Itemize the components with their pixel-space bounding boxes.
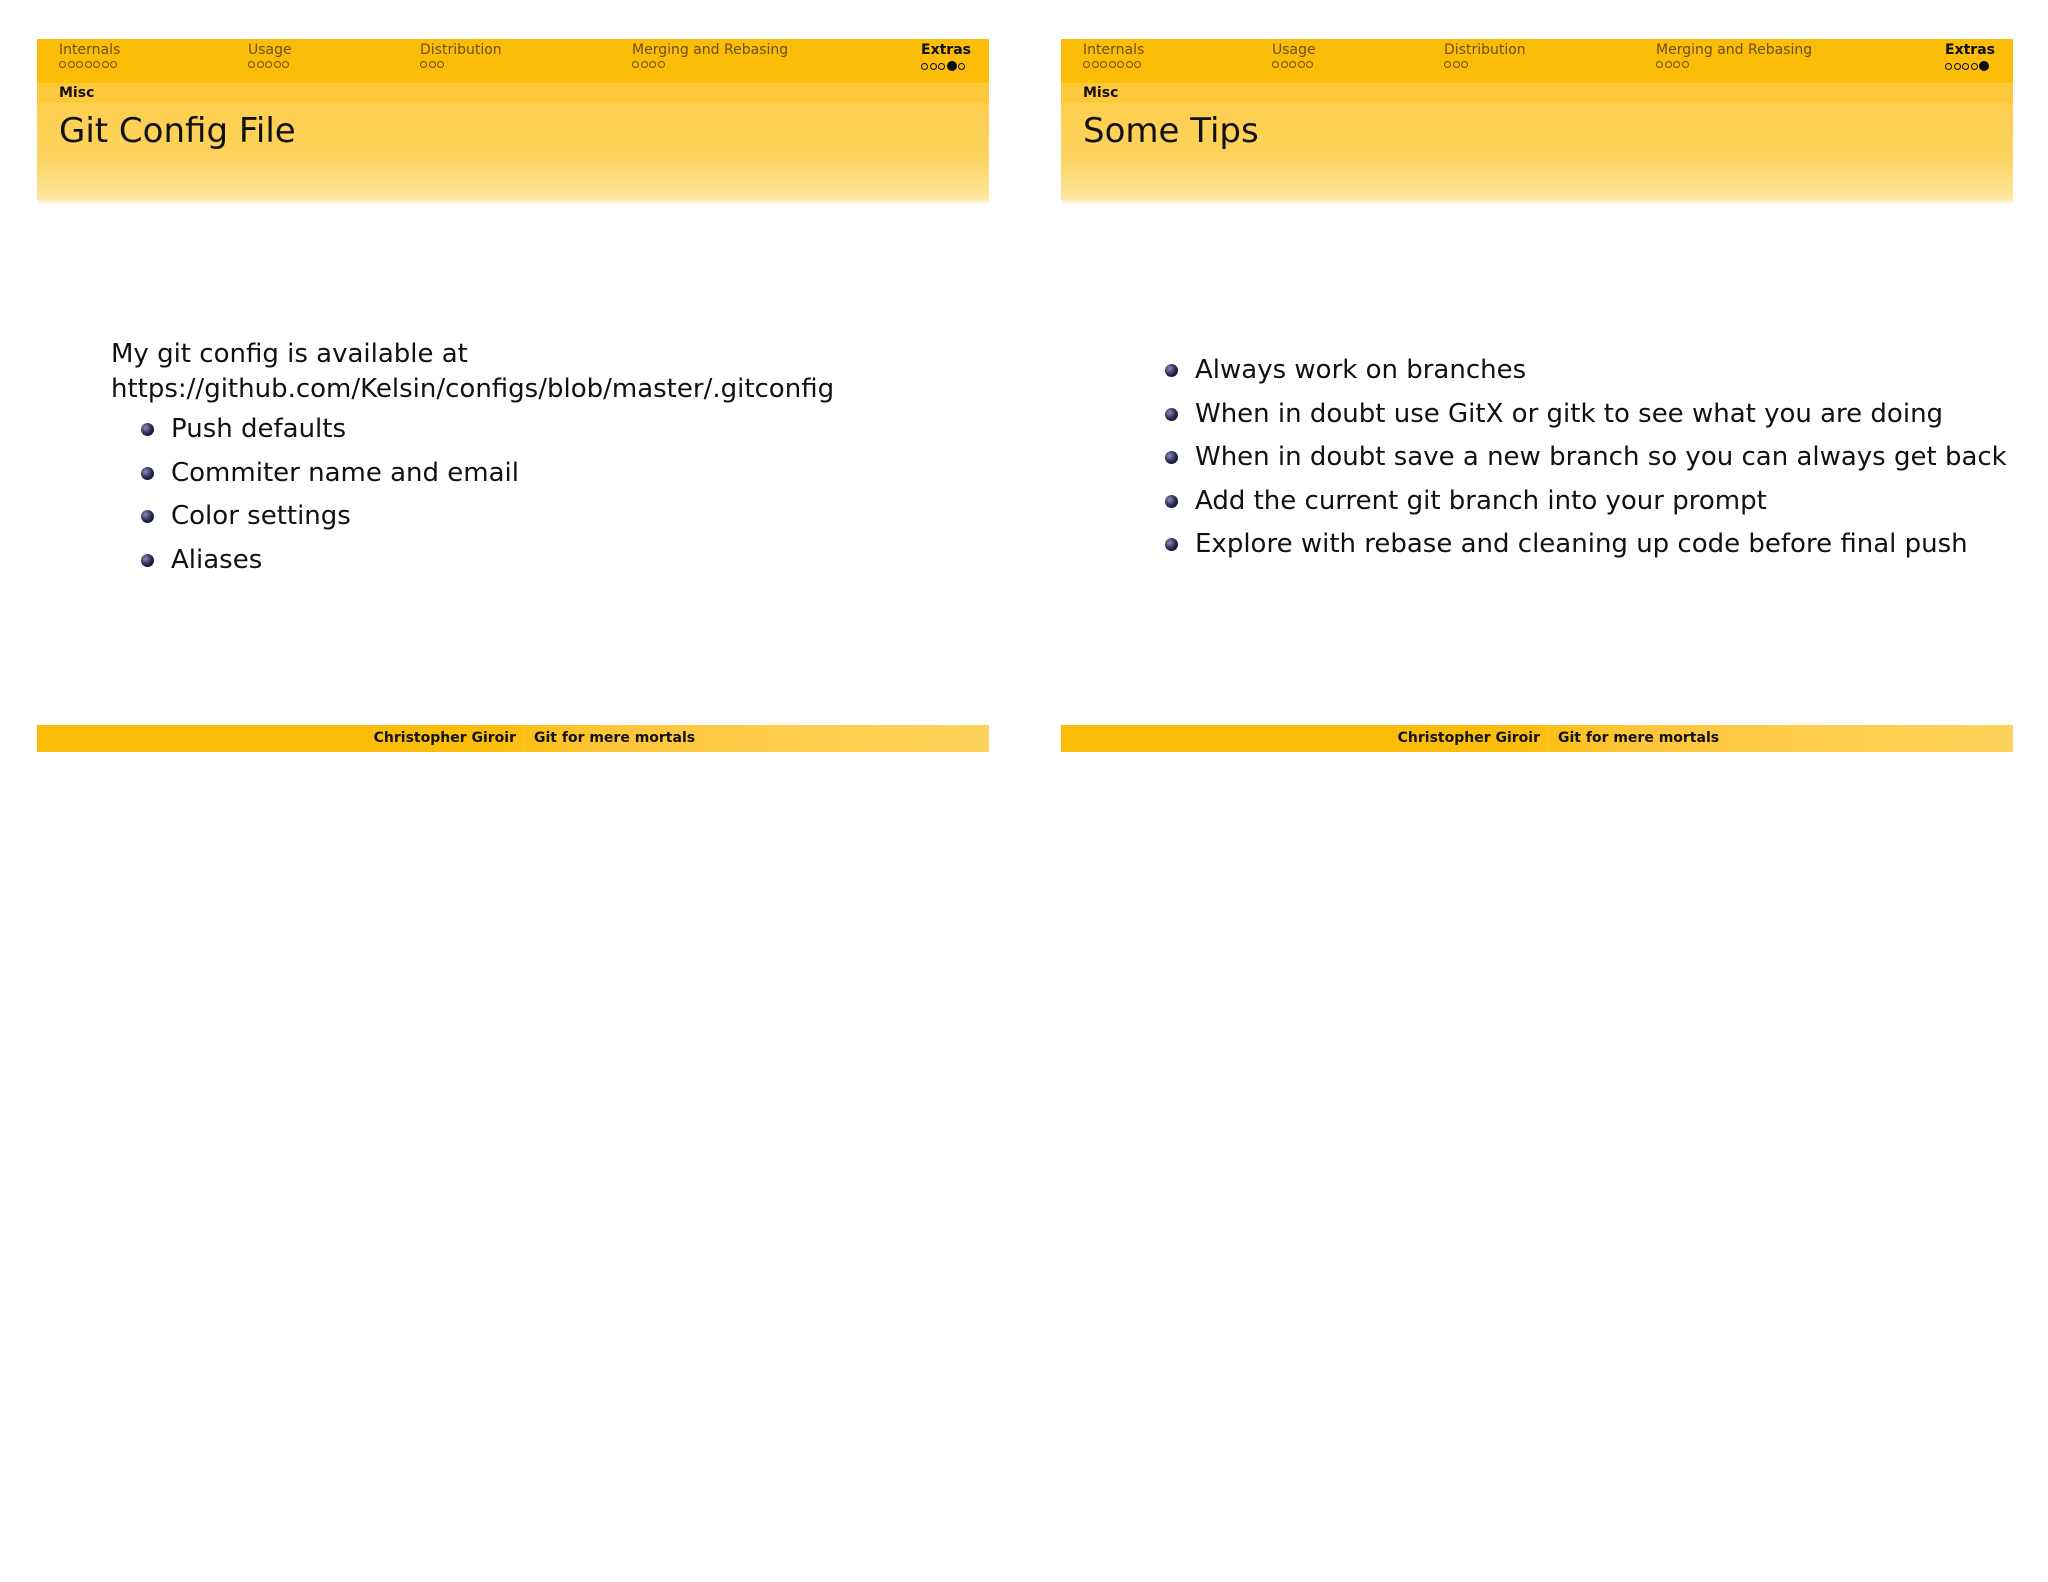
nav-section-title: Usage [248,42,292,58]
current-frame-dot-icon[interactable] [1979,61,1989,71]
nav-section-title: Merging and Rebasing [1656,42,1813,58]
list-item [1165,349,2007,393]
frame-dot-icon[interactable] [265,61,272,68]
subsection-label: Misc [1083,85,1119,101]
section-navigation [37,39,989,83]
nav-section-merging-and-rebasing[interactable] [632,42,788,68]
subsection-bar [37,83,989,103]
nav-progress-dots [632,61,788,68]
nav-section-usage[interactable] [248,42,292,68]
frame-dot-icon[interactable] [1962,63,1969,70]
list-item [1165,393,2007,437]
frame-dot-icon[interactable] [429,61,436,68]
frame-dot-icon[interactable] [102,61,109,68]
list-item [141,408,519,452]
frame-dot-icon[interactable] [1444,61,1451,68]
frame-dot-icon[interactable] [1306,61,1313,68]
nav-section-distribution[interactable] [420,42,502,68]
nav-section-internals[interactable] [59,42,120,68]
list-item [1165,480,2007,524]
frame-dot-icon[interactable] [1126,61,1133,68]
frame-dot-icon[interactable] [1971,63,1978,70]
nav-progress-dots [1656,61,1812,68]
frame-dot-icon[interactable] [59,61,66,68]
frame-dot-icon[interactable] [1298,61,1305,68]
footer-author: Christopher Giroir [1397,730,1540,746]
nav-section-title: Merging and Rebasing [632,42,789,58]
bullet-ball-icon [1165,408,1178,421]
frame-dot-icon[interactable] [76,61,83,68]
list-item-text: When in doubt save a new branch so you can always get back [1195,442,2007,472]
frame-dot-icon[interactable] [1682,61,1689,68]
config-url: https://github.com/Kelsin/configs/blob/master/.gitconfig [111,374,835,404]
nav-progress-dots [1945,61,1995,71]
bullet-ball-icon [1165,538,1178,551]
subsection-bar [1061,83,2013,103]
nav-section-title: Extras [921,42,971,58]
frame-dot-icon[interactable] [1083,61,1090,68]
footer-bar [37,725,989,752]
bullet-ball-icon [141,554,154,567]
frame-dot-icon[interactable] [1092,61,1099,68]
frame-dot-icon[interactable] [282,61,289,68]
frame-dot-icon[interactable] [110,61,117,68]
frame-dot-icon[interactable] [93,61,100,68]
nav-progress-dots [1083,61,1144,68]
list-item [141,539,519,583]
intro-text [111,337,834,407]
nav-progress-dots [59,61,120,68]
frame-dot-icon[interactable] [420,61,427,68]
frame-dot-icon[interactable] [1100,61,1107,68]
bullet-ball-icon [1165,364,1178,377]
frame-dot-icon[interactable] [1453,61,1460,68]
frame-dot-icon[interactable] [68,61,75,68]
nav-section-internals[interactable] [1083,42,1144,68]
frame-dot-icon[interactable] [1109,61,1116,68]
current-frame-dot-icon[interactable] [947,61,957,71]
frame-dot-icon[interactable] [632,61,639,68]
frame-dot-icon[interactable] [921,63,928,70]
nav-section-extras[interactable] [921,42,971,71]
nav-section-title: Distribution [1444,42,1526,58]
footer-talk-title: Git for mere mortals [534,730,696,746]
list-item-text: Commiter name and email [171,457,519,488]
bullet-ball-icon [1165,495,1178,508]
subsection-label: Misc [59,85,95,101]
list-item-text: Color settings [171,501,351,531]
frame-title: Git Config File [59,111,296,151]
frame-dot-icon[interactable] [1945,63,1952,70]
frame-dot-icon[interactable] [257,61,264,68]
frame-dot-icon[interactable] [1281,61,1288,68]
frame-dot-icon[interactable] [1673,61,1680,68]
footer-divider [523,725,525,752]
nav-progress-dots [1272,61,1316,68]
frame-dot-icon[interactable] [1665,61,1672,68]
nav-section-title: Distribution [420,42,502,58]
list-item-text: Aliases [171,544,263,575]
nav-progress-dots [248,61,292,68]
frame-dot-icon[interactable] [958,63,965,70]
bullet-list [1165,349,2007,567]
intro-line: My git config is available at [111,339,468,369]
frame-dot-icon[interactable] [1656,61,1663,68]
frame-dot-icon[interactable] [938,63,945,70]
frame-dot-icon[interactable] [248,61,255,68]
nav-section-title: Internals [1083,42,1145,58]
frame-dot-icon[interactable] [658,61,665,68]
bullet-ball-icon [1165,451,1178,464]
list-item [1165,523,2007,567]
section-navigation [1061,39,2013,83]
nav-progress-dots [420,61,502,68]
slide-git-config-file [37,39,989,752]
nav-section-title: Internals [59,42,121,58]
list-item-text: Push defaults [171,414,347,444]
frame-dot-icon[interactable] [1272,61,1279,68]
list-item [141,452,519,496]
title-shadow [1061,199,2013,205]
frame-dot-icon[interactable] [649,61,656,68]
frame-title: Some Tips [1083,111,1259,151]
list-item [141,495,519,539]
nav-section-distribution[interactable] [1444,42,1526,68]
list-item-text: Always work on branches [1195,355,1527,385]
frame-dot-icon[interactable] [641,61,648,68]
footer-talk-title: Git for mere mortals [1558,730,1720,746]
list-item-text: Explore with rebase and cleaning up code before final push [1195,529,1968,559]
title-shadow [37,199,989,205]
footer-divider [1547,725,1549,752]
list-item-text: Add the current git branch into your prompt [1195,485,1767,516]
frame-dot-icon[interactable] [85,61,92,68]
frame-dot-icon[interactable] [930,63,937,70]
frame-dot-icon[interactable] [1954,63,1961,70]
nav-section-title: Usage [1272,42,1316,58]
slide-some-tips [1061,39,2013,752]
bullet-ball-icon [141,467,154,480]
list-item-text: When in doubt use GitX or gitk to see what you are doing [1195,398,1944,429]
frame-title-bar [1061,103,2013,199]
bullet-ball-icon [141,423,154,436]
nav-progress-dots [921,61,971,71]
frame-dot-icon[interactable] [274,61,281,68]
frame-dot-icon[interactable] [1117,61,1124,68]
footer-author: Christopher Giroir [373,730,516,746]
nav-section-merging-and-rebasing[interactable] [1656,42,1812,68]
frame-dot-icon[interactable] [1289,61,1296,68]
footer-bar [1061,725,2013,752]
nav-section-extras[interactable] [1945,42,1995,71]
list-item [1165,436,2007,480]
frame-dot-icon[interactable] [437,61,444,68]
bullet-list [141,408,519,582]
nav-section-title: Extras [1945,42,1995,58]
frame-dot-icon[interactable] [1134,61,1141,68]
bullet-ball-icon [141,510,154,523]
nav-progress-dots [1444,61,1526,68]
nav-section-usage[interactable] [1272,42,1316,68]
frame-dot-icon[interactable] [1461,61,1468,68]
frame-title-bar [37,103,989,199]
